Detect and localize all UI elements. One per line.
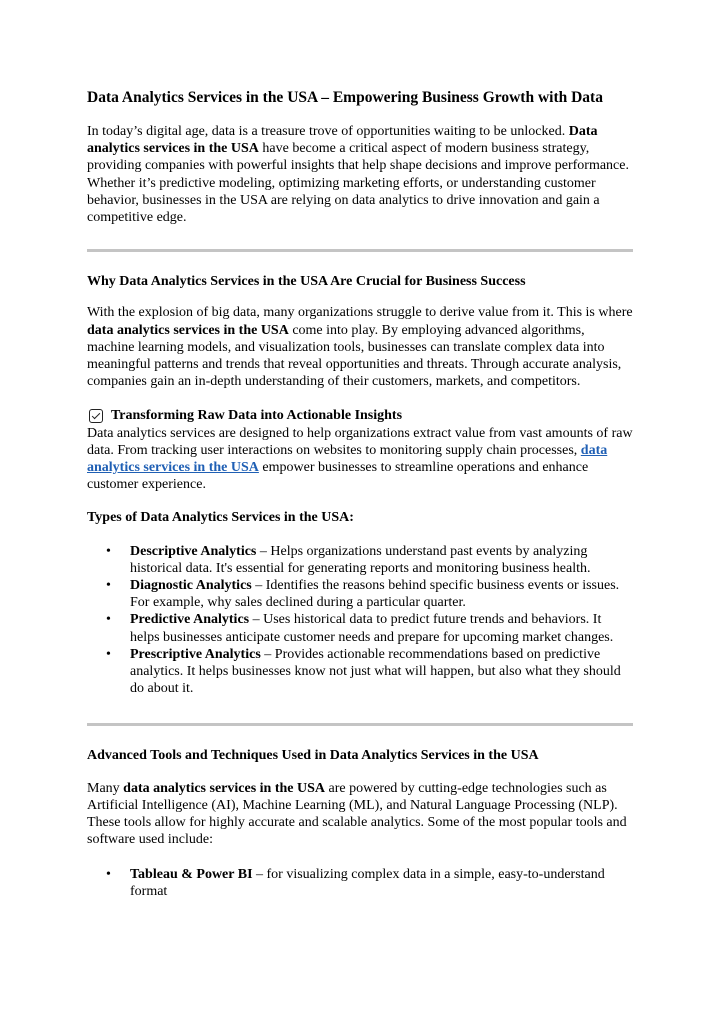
list-item xyxy=(130,543,633,577)
tools-text-start: Many xyxy=(87,780,124,796)
why-text-start: With the explosion of big data, many organizations struggle to derive value from it. This is where xyxy=(87,305,633,321)
type-desc: – Provides actionable recommendations based on predictive analytics. It helps businesses know not just what will happen, but also what they should do about it. xyxy=(130,646,621,697)
section-divider xyxy=(87,249,633,252)
type-name: Predictive Analytics xyxy=(130,612,250,628)
subheading-transforming xyxy=(87,407,633,424)
tools-paragraph xyxy=(87,780,633,849)
tools-text-end: are powered by cutting-edge technologies such as Artificial Intelligence (AI), Machine Learning (ML), and Natural Language Processing (NLP). These tools allow for highly accurate and scalable analytics. Some of the most popular tools and software used include: xyxy=(87,780,627,848)
why-keyword: data analytics services in the USA xyxy=(87,322,289,338)
intro-text-end: have become a critical aspect of modern business strategy, providing companies with powerful insights that help shape decisions and improve performance. Whether it’s predictive modeling, optimizing marketing efforts, or understanding customer behavior, businesses in the USA are relying on data analytics to drive innovation and gain a competitive edge. xyxy=(87,141,629,226)
list-item xyxy=(130,577,633,611)
type-name: Prescriptive Analytics xyxy=(130,646,261,662)
section-heading-why: Why Data Analytics Services in the USA Are Crucial for Business Success xyxy=(87,274,526,290)
section-heading-tools: Advanced Tools and Techniques Used in Data Analytics Services in the USA xyxy=(87,748,539,764)
types-heading: Types of Data Analytics Services in the USA: xyxy=(87,510,354,526)
section-divider xyxy=(87,723,633,726)
transforming-text-end: empower businesses to streamline operations and enhance customer experience. xyxy=(87,460,589,493)
type-desc: – Uses historical data to predict future trends and behaviors. It helps businesses anticipate customer needs and prepare for upcoming market changes. xyxy=(130,612,614,645)
document-content xyxy=(87,88,633,900)
transforming-text-start: Data analytics services are designed to help organizations extract value from vast amounts of raw data. From tracking user interactions on websites to monitoring supply chain processes, xyxy=(87,425,633,458)
tools-list xyxy=(87,866,633,900)
intro-text-start: In today’s digital age, data is a treasure trove of opportunities waiting to be unlocked. xyxy=(87,124,569,139)
check-box-icon xyxy=(89,409,103,423)
list-item xyxy=(130,866,633,900)
intro-keyword: Data analytics services in the USA xyxy=(87,124,598,157)
why-paragraph xyxy=(87,304,633,390)
intro-paragraph xyxy=(87,123,633,226)
data-analytics-link[interactable]: data analytics services in the USA xyxy=(87,442,608,476)
tools-keyword: data analytics services in the USA xyxy=(123,780,325,796)
type-desc: – Helps organizations understand past events by analyzing historical data. It's essential for generating reports and monitoring business health. xyxy=(130,543,591,576)
list-item xyxy=(130,611,633,645)
why-text-end: come into play. By employing advanced algorithms, machine learning models, and visualization tools, businesses can translate complex data into meaningful patterns and trends that reveal opportunities and threats. Through accurate analysis, companies gain an in-depth understanding of their customers, markets, and competitors. xyxy=(87,322,622,390)
document-title: Data Analytics Services in the USA – Empowering Business Growth with Data xyxy=(87,89,603,106)
type-desc: – Identifies the reasons behind specific business events or issues. For example, why sales declined during a particular quarter. xyxy=(130,578,620,611)
list-item xyxy=(130,646,633,698)
subheading-text: Transforming Raw Data into Actionable Insights xyxy=(111,408,403,424)
types-list xyxy=(87,543,633,698)
tool-desc: – for visualizing complex data in a simple, easy-to-understand format xyxy=(130,866,605,899)
transforming-paragraph xyxy=(87,425,633,494)
type-name: Descriptive Analytics xyxy=(130,543,257,559)
type-name: Diagnostic Analytics xyxy=(130,578,252,594)
tool-name: Tableau & Power BI xyxy=(130,866,253,882)
